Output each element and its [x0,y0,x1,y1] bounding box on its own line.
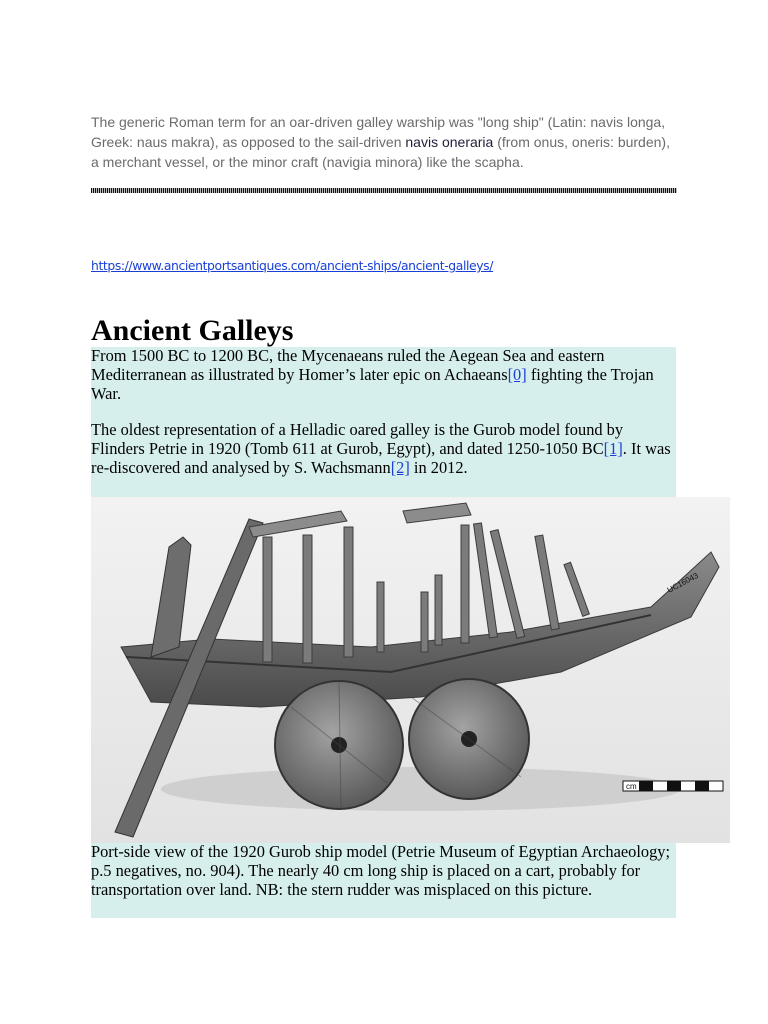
intro-text-1: The generic Roman term for an oar-driven galley warship was "long ship" (Latin: navis longa, Greek: naus makra), as opposed to the sail-driven [91,114,666,150]
gurob-ship-model-photo [91,497,730,843]
paragraph-mycenaeans [91,347,676,403]
scale-bar [623,781,723,791]
footnote-ref-1[interactable]: [1] [603,439,623,459]
paragraph-gurob [91,421,676,477]
para2-text-a: The oldest representation of a Helladic oared galley is the Gurob model found by Flinders Petrie in 1920 (Tomb 611 at Gurob, Egypt), and dated 1250-1050 BC [91,420,624,459]
footnote-ref-2[interactable]: [2] [390,457,410,477]
para1-text-b: fighting the Trojan War. [91,364,654,403]
intro-paragraph [91,112,681,172]
catalogue-number: UC16043 [665,570,700,595]
footnote-ref-0[interactable]: [0] [507,364,527,384]
page-title: Ancient Galleys [91,314,294,347]
navis-oneraria-link[interactable]: navis oneraria [405,134,494,150]
para2-text-b: . It was re-discovered and analysed by S. Wachsmann [91,439,671,477]
scale-bar-label: cm [626,782,637,791]
intro-text-2: (from onus, oneris: burden), a merchant vessel, or the minor craft (navigia minora) like the scapha. [91,134,670,170]
para2-text-c: in 2012. [409,457,468,477]
para1-text-a: From 1500 BC to 1200 BC, the Mycenaeans ruled the Aegean Sea and eastern Mediterranean as illustrated by Homer’s later epic on Achaeans [91,346,605,384]
section-divider [91,188,677,193]
source-link[interactable]: https://www.ancientportsantiques.com/ancient-ships/ancient-galleys/ [91,258,494,273]
photo-caption: Port-side view of the 1920 Gurob ship model (Petrie Museum of Egyptian Archaeology; p.5 negatives, no. 904). The nearly 40 cm long ship is placed on a cart, probably for transportation over land. NB: the stern rudder was misplaced on this picture. [91,843,676,918]
intro-box [91,347,676,497]
